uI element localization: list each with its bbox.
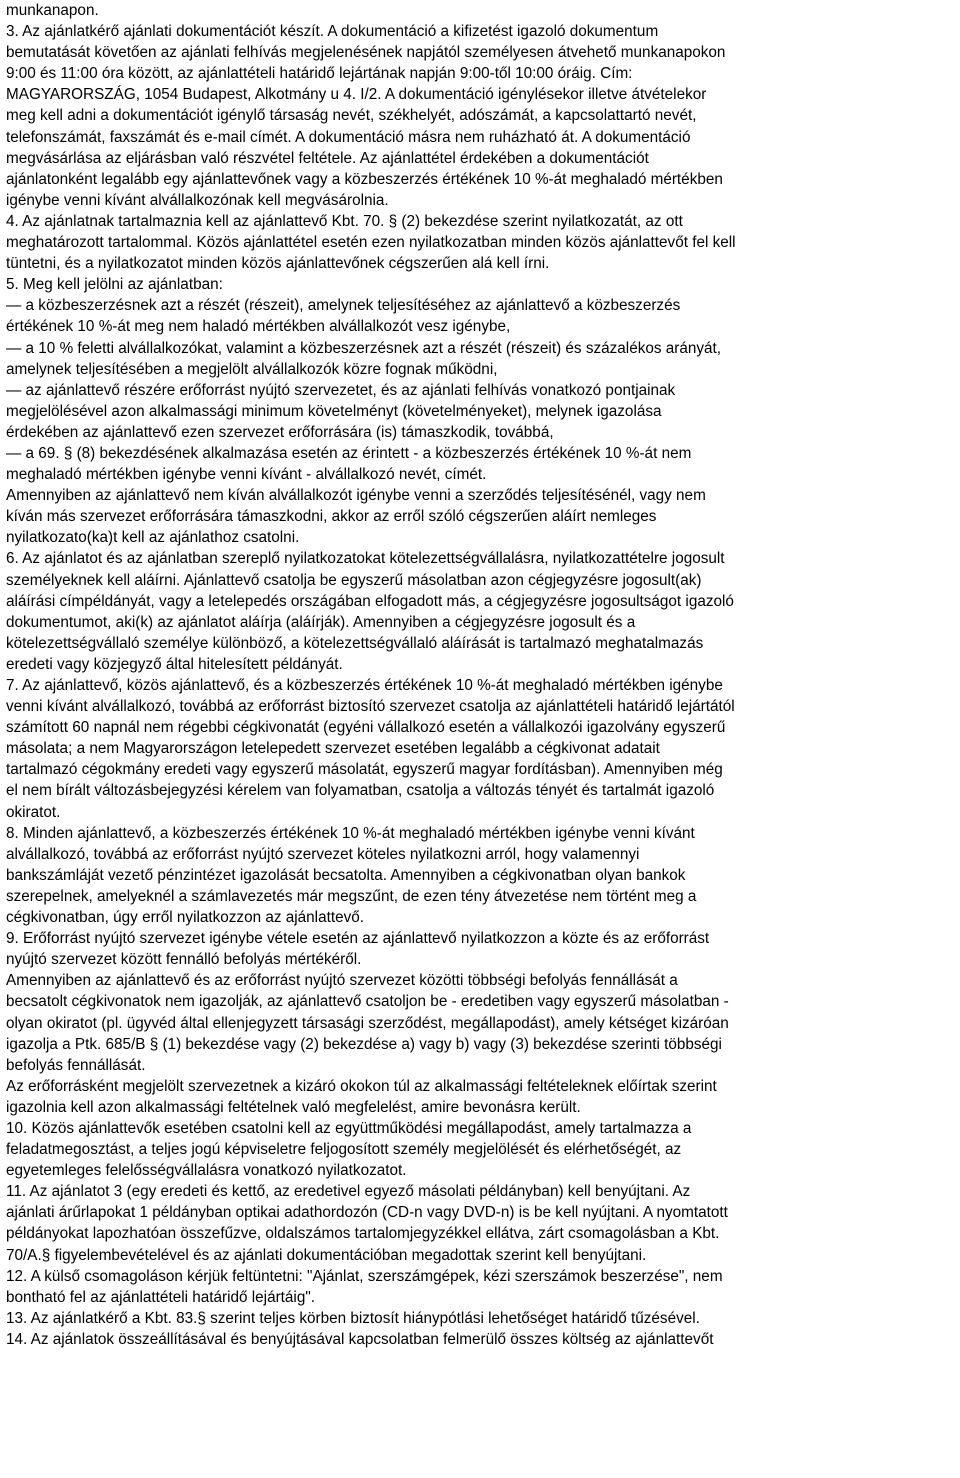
text-line: 3. Az ajánlatkérő ajánlati dokumentációt készít. A dokumentáció a kifizetést igazoló dokumentum (6, 23, 659, 41)
text-line: 7. Az ajánlattevő, közös ajánlattevő, és a közbeszerzés értékének 10 %-át meghaladó mértékben igénybe (6, 677, 723, 694)
text-line: példányokat lapozhatóan összefűzve, oldalszámos tartalomjegyzékkel ellátva, zárt csomagolásban a Kbt. (6, 1225, 720, 1243)
text-line: bemutatását követően az ajánlati felhívás megjelenésének napjától személyesen átvehető munkanapokon (6, 44, 726, 62)
text-line: 5. Meg kell jelölni az ajánlatban: (6, 276, 223, 294)
text-line: okiratot. (6, 803, 61, 821)
text-line: érdekében az ajánlattevő ezen szervezet erőforrására (is) támaszkodik, továbbá, (6, 423, 554, 441)
text-line: venni kívánt alvállalkozó, továbbá az erőforrást biztosító szervezet csatolja az ajánlattételi határidő lejártától (6, 698, 735, 716)
text-line: MAGYARORSZÁG, 1054 Budapest, Alkotmány u 4. I/2. A dokumentáció igénylésekor illetve átvételekor (6, 86, 707, 104)
text-line: meghatározott tartalommal. Közös ajánlattétel esetén ezen nyilatkozatban minden közös ajánlattevőt fel kell (6, 234, 736, 252)
text-line: — a közbeszerzésnek azt a részét (részeit), amelynek teljesítéséhez az ajánlattevő a közbeszerzés (6, 297, 681, 315)
text-line: ajánlatonként legalább egy ajánlattevőnek vagy a közbeszerzés értékének 10 %-át meghaladó mértékben (6, 170, 723, 188)
text-line: kíván más szervezet erőforrására támaszkodni, akkor az erről szóló cégszerűen aláírt nemleges (6, 508, 657, 526)
text-line: nyújtó szervezet között fennálló befolyás mértékéről. (6, 951, 362, 969)
text-line: bontható fel az ajánlattételi határidő lejártáig". (6, 1288, 316, 1306)
text-line: telefonszámát, faxszámát és e-mail címét. A dokumentáció másra nem ruházható át. A dokumentáció (6, 128, 691, 146)
text-line: munkanapon. (6, 2, 99, 19)
text-line: 13. Az ajánlatkérő a Kbt. 83.§ szerint teljes körben biztosít hiánypótlási lehetőséget határidő tűzésével. (6, 1309, 700, 1327)
text-line: aláírási címpéldányát, vagy a letelepedés országában elfogadott más, a cégjegyzésre jogosultságot igazoló (6, 592, 734, 610)
text-line: igazolja a Ptk. 685/B § (1) bekezdése vagy (2) bekezdése a) vagy b) vagy (3) bekezdése szerinti többségi (6, 1035, 722, 1053)
text-line: meghaladó mértékben igénybe venni kívánt - alvállalkozó nevét, címét. (6, 466, 487, 484)
text-line: — a 10 % feletti alvállalkozókat, valamint a közbeszerzésnek azt a részét (részeit) és százalékos arányát, (6, 339, 722, 357)
text-line: dokumentumot, aki(k) az ajánlatot aláírja (aláírják). Amennyiben a cégjegyzésre jogosult és a (6, 613, 636, 631)
document-body (6, 0, 954, 1350)
text-line: 8. Minden ajánlattevő, a közbeszerzés értékének 10 %-át meghaladó mértékben igénybe venni kívánt (6, 824, 695, 842)
text-line: Az erőforrásként megjelölt szervezetnek a kizáró okokon túl az alkalmassági feltételeknek előírtak szerint (6, 1077, 717, 1095)
text-line: ajánlati árűrlapokat 1 példányban optikai adathordozón (CD-n vagy DVD-n) is be kell nyújtani. A nyomtatott (6, 1204, 728, 1222)
text-line: 12. A külső csomagoláson kérjük feltüntetni: "Ajánlat, szerszámgépek, kézi szerszámok beszerzése", nem (6, 1267, 723, 1285)
text-line: meg kell adni a dokumentációt igénylő társaság nevét, székhelyét, adószámát, a kapcsolattartó nevét, (6, 107, 697, 125)
text-line: el nem bírált változásbejegyzési kérelem van folyamatban, csatolja a változás tényét és tartalmát igazoló (6, 782, 715, 800)
text-line: értékének 10 %-át meg nem haladó mértékben alvállalkozót vesz igénybe, (6, 318, 511, 336)
text-line: feladatmegosztást, a teljes jogú képviseletre feljogosított személy megjelölését és elérhetőségét, az (6, 1141, 682, 1159)
text-line: cégkivonatban, úgy erről nyilatkozzon az ajánlattevő. (6, 909, 364, 927)
text-line: egyetemleges felelősségvállalásra vonatkozó nyilatkozatot. (6, 1162, 407, 1180)
text-line: megvásárlása az eljárásban való részvétel feltétele. Az ajánlattétel érdekében a dokumentációt (6, 149, 649, 167)
text-line: amelynek teljesítésében a megjelölt alvállalkozók közre fognak működni, (6, 360, 498, 378)
text-line: 14. Az ajánlatok összeállításával és benyújtásával kapcsolatban felmerülő összes költség az ajánlattevőt (6, 1330, 714, 1348)
text-line: tüntetni, és a nyilatkozatot minden közös ajánlattevőnek cégszerűen alá kell írni. (6, 255, 550, 273)
text-line: Amennyiben az ajánlattevő és az erőforrást nyújtó szervezet közötti többségi befolyás fennállását a (6, 972, 678, 990)
text-line: bankszámláját vezető pénzintézet igazolását becsatolta. Amennyiben a cégkivonatban olyan bankok (6, 866, 686, 884)
text-line: 9:00 és 11:00 óra között, az ajánlattételi határidő lejártának napján 9:00-től 10:00 óráig. Cím: (6, 65, 633, 83)
text-line: személyeknek kell aláírni. Ajánlattevő csatolja be egyszerű másolatban azon cégjegyzésre jogosult(ak) (6, 571, 702, 589)
text-line: megjelölésével azon alkalmassági minimum követelményt (követelményeket), melynek igazolása (6, 402, 662, 420)
text-line: kötelezettségvállaló személye különböző, a kötelezettségvállaló aláírását is tartalmazó meghatalmazás (6, 634, 704, 652)
text-line: számított 60 napnál nem régebbi cégkivonatát (egyéni vállalkozó esetén a vállalkozói igazolvány egyszerű (6, 719, 726, 737)
text-line: eredeti vagy közjegyző által hitelesített példányát. (6, 655, 343, 673)
text-line: 6. Az ajánlatot és az ajánlatban szereplő nyilatkozatokat kötelezettségvállalásra, nyilatkozattételre jogosult (6, 550, 725, 568)
text-line: befolyás fennállását. (6, 1056, 146, 1074)
text-line: tartalmazó cégokmány eredeti vagy egyszerű másolatát, egyszerű magyar fordításban). Amennyiben még (6, 761, 723, 779)
text-line: becsatolt cégkivonatok nem igazolják, az ajánlattevő csatoljon be - eredetiben vagy egyszerű másolatban - (6, 993, 729, 1011)
text-line: 10. Közös ajánlattevők esetében csatolni kell az együttműködési megállapodást, amely tartalmazza a (6, 1119, 692, 1137)
text-line: 70/A.§ figyelembevételével és az ajánlati dokumentációban megadottak szerint kell benyújtani. (6, 1246, 647, 1264)
text-line: igénybe venni kívánt alvállalkozónak kell megvásárolnia. (6, 191, 389, 209)
text-line: Amennyiben az ajánlattevő nem kíván alvállalkozót igénybe venni a szerződés teljesítésénél, vagy nem (6, 487, 706, 505)
text-line: 11. Az ajánlatot 3 (egy eredeti és kettő, az eredetivel egyező másolati példányban) kell benyújtani. Az (6, 1183, 691, 1201)
text-line: alvállalkozó, továbbá az erőforrást nyújtó szervezet köteles nyilatkozni arról, hogy valamennyi (6, 845, 640, 863)
text-line: — a 69. § (8) bekezdésének alkalmazása esetén az érintett - a közbeszerzés értékének 10 %-át nem (6, 444, 692, 462)
text-line: 4. Az ajánlatnak tartalmaznia kell az ajánlattevő Kbt. 70. § (2) bekezdése szerint nyilatkozatát, az ott (6, 212, 683, 230)
text-line: olyan okiratot (pl. ügyvéd által ellenjegyzett társasági szerződést, megállapodást), amely kétséget kizáróan (6, 1014, 729, 1032)
text-line: igazolnia kell azon alkalmassági feltételnek való megfelelést, amire bevonásra került. (6, 1098, 581, 1116)
text-line: másolata; a nem Magyarországon letelepedett szervezet esetében legalább a cégkivonat adatait (6, 740, 660, 758)
text-line: 9. Erőforrást nyújtó szervezet igénybe vétele esetén az ajánlattevő nyilatkozzon a közte és az erőforrást (6, 930, 710, 948)
text-line: nyilatkozato(ka)t kell az ajánlathoz csatolni. (6, 529, 300, 547)
text-line: szerepelnek, amelyeknél a számlavezetés már megszűnt, de ezen tény átvezetése nem történt meg a (6, 887, 697, 905)
text-line: — az ajánlattevő részére erőforrást nyújtó szervezetet, és az ajánlati felhívás vonatkozó pontjainak (6, 381, 676, 399)
